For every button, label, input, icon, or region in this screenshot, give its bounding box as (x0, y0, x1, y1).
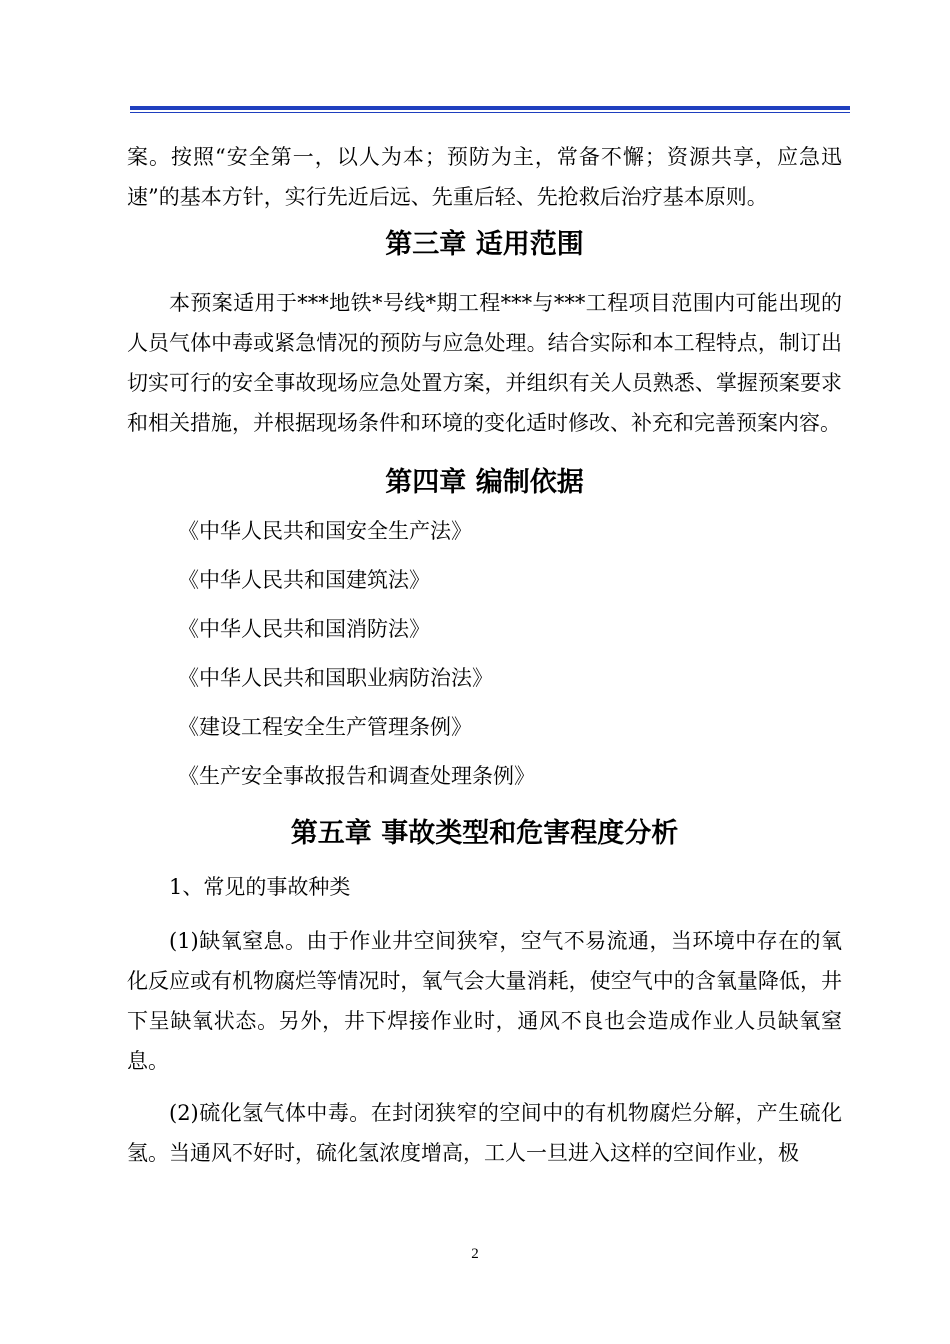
document-body (127, 137, 842, 1173)
chapter3-title: 第三章 适用范围 (385, 229, 584, 260)
chapter5-title: 第五章 事故类型和危害程度分析 (290, 818, 679, 849)
reference-item: 《生产安全事故报告和调查处理条例》 (178, 764, 535, 788)
header-rule-thin (130, 112, 850, 113)
chapter3-paragraph: 本预案适用于***地铁*号线*期工程***与***工程项目范围内可能出现的人员气体中毒或紧急情况的预防与应急处理。结合实际和本工程特点，制订出切实可行的安全事故现场应急处置方案，并组织有关人员熟悉、掌握预案要求和相关措施，并根据现场条件和环境的变化适时修改、补充和完善预案内容。 (127, 291, 842, 435)
reference-item: 《中华人民共和国安全生产法》 (178, 519, 472, 543)
chapter5-item1: (1)缺氧窒息。由于作业井空间狭窄，空气不易流通，当环境中存在的氧化反应或有机物腐烂等情况时，氧气会大量消耗，使空气中的含氧量降低，井下呈缺氧状态。另外，井下焊接作业时，通风不良也会造成作业人员缺氧窒息。 (127, 929, 842, 1073)
chapter5-item2: (2)硫化氢气体中毒。在封闭狭窄的空间中的有机物腐烂分解，产生硫化氢。当通风不好时，硫化氢浓度增高，工人一旦进入这样的空间作业，极 (127, 1101, 842, 1165)
intro-paragraph: 案。按照“安全第一，以人为本；预防为主，常备不懈；资源共享，应急迅速”的基本方针，实行先近后远、先重后轻、先抢救后治疗基本原则。 (127, 145, 842, 209)
reference-item: 《中华人民共和国职业病防治法》 (178, 666, 493, 690)
chapter4-title: 第四章 编制依据 (385, 467, 584, 498)
reference-item: 《中华人民共和国建筑法》 (178, 568, 430, 592)
page-number: 2 (471, 1246, 479, 1262)
reference-item: 《建设工程安全生产管理条例》 (178, 715, 472, 739)
reference-item: 《中华人民共和国消防法》 (178, 617, 430, 641)
reference-list (127, 519, 842, 788)
header-rule-thick (130, 106, 850, 110)
chapter5-section1: 1、常见的事故种类 (169, 875, 351, 899)
